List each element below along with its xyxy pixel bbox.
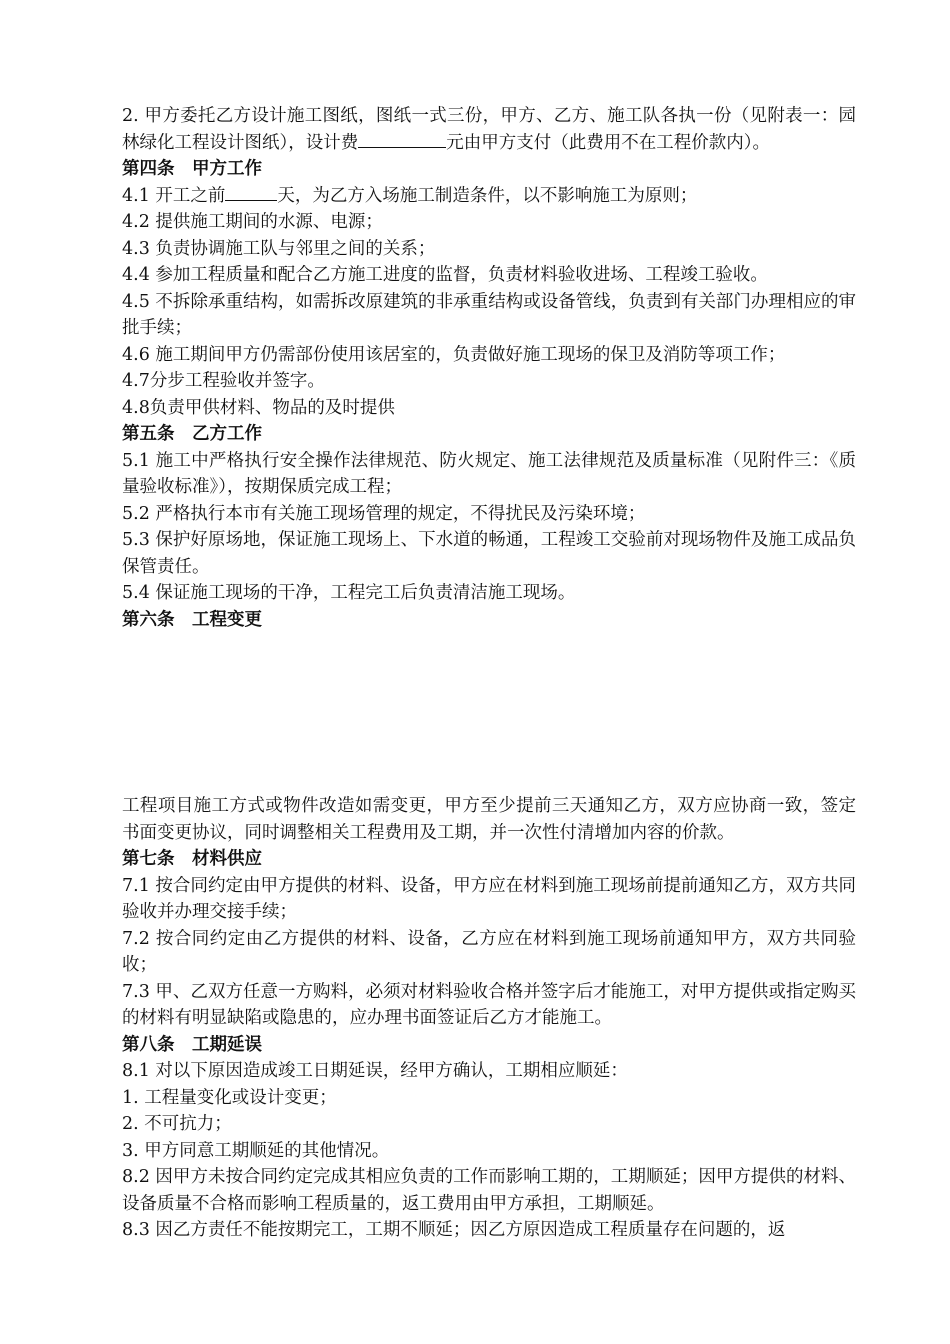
heading-article-7: 第七条 材料供应 xyxy=(122,849,262,869)
paragraph-4-7: 4.7分步工程验收并签字。 xyxy=(122,371,325,391)
days-blank xyxy=(225,183,277,201)
paragraph-4-6: 4.6 施工期间甲方仍需部份使用该居室的，负责做好施工现场的保卫及消防等项工作； xyxy=(122,344,786,365)
text: 天，为乙方入场施工制造条件，以不影响施工为原则； xyxy=(277,185,698,206)
paragraph-7-2: 7.2 按合同约定由乙方提供的材料、设备，乙方应在材料到施工现场前通知甲方，双方共同验收； xyxy=(122,928,856,975)
text: 元由甲方支付（此费用不在工程价款内）。 xyxy=(446,132,770,153)
paragraph-4-8: 4.8负责甲供材料、物品的及时提供 xyxy=(122,397,395,418)
design-fee-blank xyxy=(358,130,446,148)
paragraph-7-3: 7.3 甲、乙双方任意一方购料，必须对材料验收合格并签字后才能施工，对甲方提供或指定购买的材料有明显缺陷或隐患的，应办理书面签证后乙方才能施工。 xyxy=(122,981,856,1028)
paragraph-8-2: 8.2 因甲方未按合同约定完成其相应负责的工作而影响工期的，工期顺延；因甲方提供的材料、设备质量不合格而影响工程质量的，返工费用由甲方承担，工期顺延。 xyxy=(122,1167,856,1214)
text-block-upper xyxy=(122,103,856,633)
list-item-8-1-b: 2. 不可抗力； xyxy=(122,1114,232,1134)
paragraph-4-4: 4.4 参加工程质量和配合乙方施工进度的监督，负责材料验收进场、工程竣工验收。 xyxy=(122,265,768,285)
heading-article-4: 第四条 甲方工作 xyxy=(122,159,262,179)
paragraph-4-1 xyxy=(122,183,856,210)
list-item-8-1-a: 1. 工程量变化或设计变更； xyxy=(122,1087,337,1108)
heading-article-5: 第五条 乙方工作 xyxy=(122,424,262,444)
paragraph-5-1: 5.1 施工中严格执行安全操作法律规范、防火规定、施工法律规范及质量标准（见附件三：《质量验收标准》），按期保质完成工程； xyxy=(122,450,856,497)
paragraph-6: 工程项目施工方式或物件改造如需变更，甲方至少提前三天通知乙方，双方应协商一致，签定书面变更协议，同时调整相关工程费用及工期，并一次性付清增加内容的价款。 xyxy=(122,796,856,843)
text: 4.1 开工之前 xyxy=(122,185,226,206)
heading-article-8: 第八条 工期延误 xyxy=(122,1034,262,1055)
paragraph-8-3: 8.3 因乙方责任不能按期完工，工期不顺延；因乙方原因造成工程质量存在问题的，返 xyxy=(122,1220,786,1240)
text: 2. 甲方委托乙方设计施工图纸，图纸一式三份，甲方、乙方、施工队各执一份（见附表一：园林绿化工程设计图纸），设计费 xyxy=(122,106,856,153)
text-block-lower xyxy=(122,793,856,1244)
paragraph-8-1: 8.1 对以下原因造成竣工日期延误，经甲方确认，工期相应顺延： xyxy=(122,1061,628,1081)
paragraph-4-5: 4.5 不拆除承重结构，如需拆改原建筑的非承重结构或设备管线，负责到有关部门办理相应的审批手续； xyxy=(122,291,856,338)
paragraph-4-3: 4.3 负责协调施工队与邻里之间的关系； xyxy=(122,238,436,259)
paragraph-5-4: 5.4 保证施工现场的干净，工程完工后负责清洁施工现场。 xyxy=(122,583,576,603)
paragraph-design-fee xyxy=(122,103,856,156)
paragraph-5-3: 5.3 保护好原场地，保证施工现场上、下水道的畅通，工程竣工交验前对现场物件及施工成品负保管责任。 xyxy=(122,530,856,577)
heading-article-6: 第六条 工程变更 xyxy=(122,609,262,630)
paragraph-5-2: 5.2 严格执行本市有关施工现场管理的规定，不得扰民及污染环境； xyxy=(122,503,646,524)
list-item-8-1-c: 3. 甲方同意工期顺延的其他情况。 xyxy=(122,1140,390,1161)
paragraph-4-2: 4.2 提供施工期间的水源、电源； xyxy=(122,212,383,232)
paragraph-7-1: 7.1 按合同约定由甲方提供的材料、设备，甲方应在材料到施工现场前提前通知乙方，双方共同验收并办理交接手续； xyxy=(122,875,856,922)
